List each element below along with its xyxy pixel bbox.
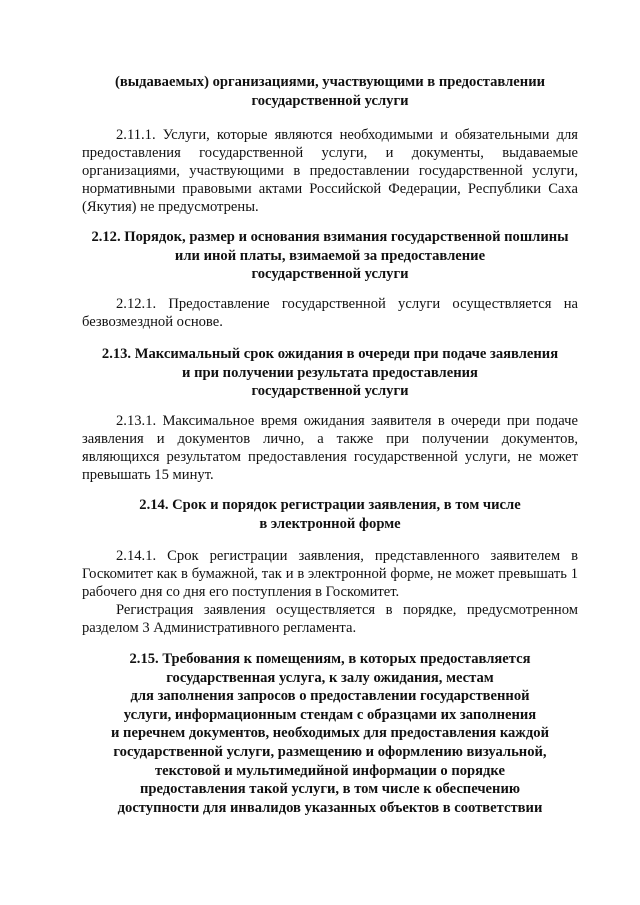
heading-line: 2.13. Максимальный срок ожидания в очереди при подаче заявления <box>101 346 559 362</box>
heading-line: (выдаваемых) организациями, участвующими в предоставлении <box>114 74 546 90</box>
heading-line: 2.15. Требования к помещениям, в которых предоставляется <box>129 651 531 667</box>
section-heading-2-14 <box>82 496 578 533</box>
heading-line: и перечнем документов, необходимых для предоставления каждой <box>111 725 549 742</box>
heading-line: государственной услуги <box>251 92 409 109</box>
heading-line: для заполнения запросов о предоставлении государственной <box>130 688 530 705</box>
paragraph-2-13-1: 2.13.1. Максимальное время ожидания заявителя в очереди при подаче заявления и документов лично, а также при получении документов, являющихся результатом предоставления государственной услуги, не может превышать 15 минут. <box>82 413 578 483</box>
heading-line: государственной услуги, размещению и оформлению визуальной, <box>113 743 547 760</box>
heading-line: предоставления такой услуги, в том числе к обеспечению <box>139 781 520 798</box>
paragraph-2-14-1: 2.14.1. Срок регистрации заявления, представленного заявителем в Госкомитет как в бумажной, так и в электронной форме, не может превышать 1 рабочего дня со дня его поступления в Госкомитет. <box>82 548 578 600</box>
section-heading-2-15 <box>82 650 578 817</box>
paragraph-2-14-2: Регистрация заявления осуществляется в порядке, предусмотренном разделом 3 Административного регламента. <box>82 602 578 636</box>
heading-line: текстовой и мультимедийной информации о порядке <box>155 762 505 779</box>
heading-line: 2.14. Срок и порядок регистрации заявления, в том числе <box>139 497 521 513</box>
heading-line: государственная услуга, к залу ожидания, местам <box>166 669 494 686</box>
heading-line: государственной услуги <box>251 383 409 400</box>
heading-line: или иной платы, взимаемой за предоставление <box>174 247 486 264</box>
section-heading-2-11-continued <box>82 73 578 110</box>
heading-line: доступности для инвалидов указанных объектов в соответствии <box>117 799 543 816</box>
paragraph-2-11-1: 2.11.1. Услуги, которые являются необходимыми и обязательными для предоставления государственной услуги, и документы, выдаваемые организациями, участвующими в предоставлении государственной услуги, нормативными правовыми актами Российской Федерации, Республики Саха (Якутия) не предусмотрены. <box>82 127 578 215</box>
heading-line: 2.12. Порядок, размер и основания взимания государственной пошлины <box>91 229 569 245</box>
heading-line: услуги, информационным стендам с образцами их заполнения <box>123 706 537 723</box>
heading-line: и при получении результата предоставления <box>182 364 478 381</box>
section-heading-2-12 <box>82 228 578 284</box>
paragraph-2-12-1: 2.12.1. Предоставление государственной услуги осуществляется на безвозмездной основе. <box>82 296 578 330</box>
heading-line: в электронной форме <box>259 515 401 532</box>
heading-line: государственной услуги <box>251 266 409 283</box>
section-heading-2-13 <box>82 345 578 401</box>
